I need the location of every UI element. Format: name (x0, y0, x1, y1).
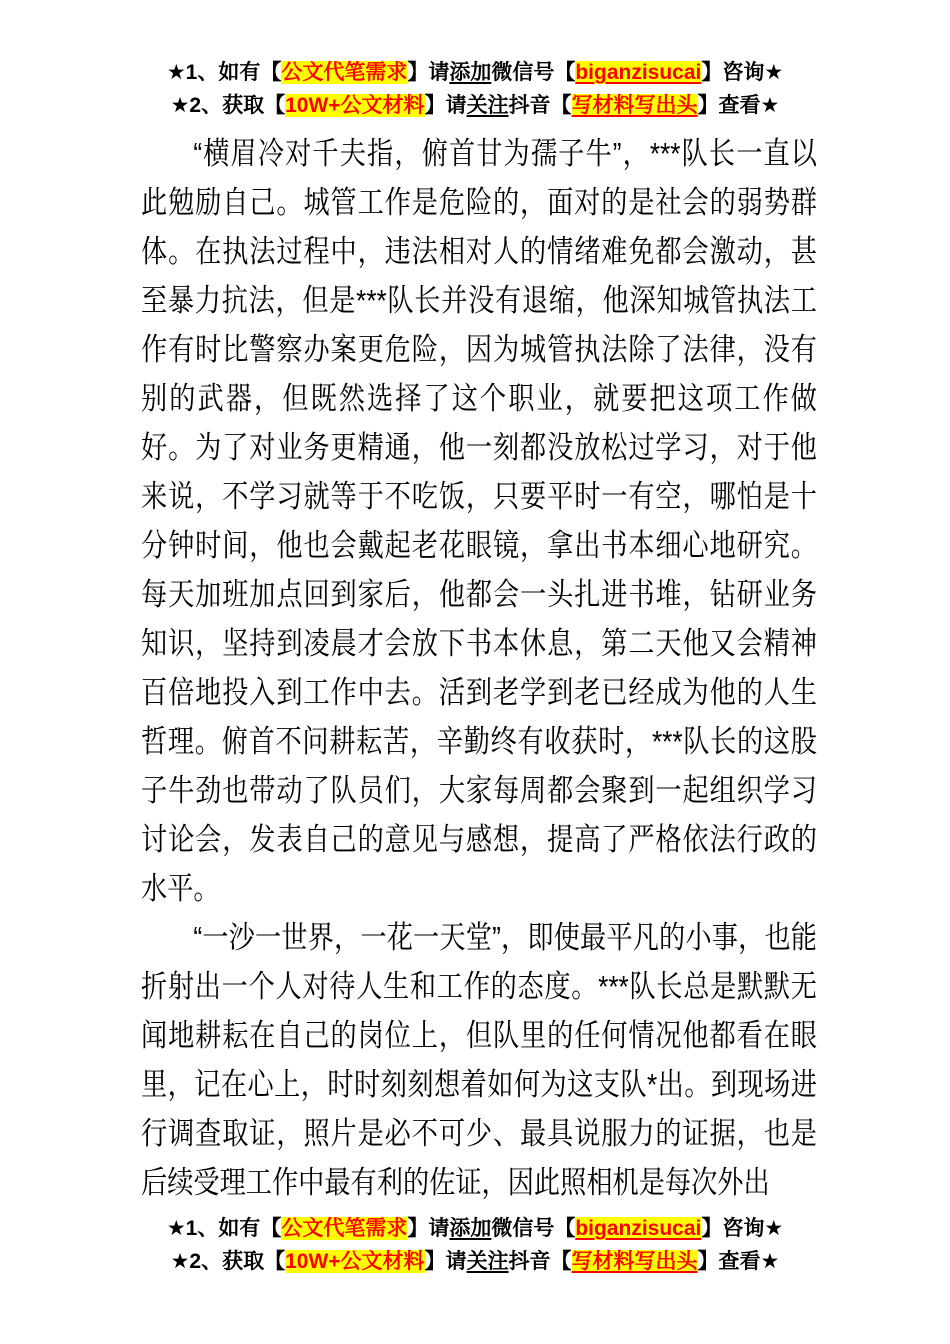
banner-line (0, 1212, 950, 1245)
banner-text: 微信号【 (491, 61, 576, 84)
banner-text: 】请 (424, 94, 467, 117)
banner-highlight-text: 10W+公文材料 (285, 1250, 425, 1273)
header-banner (0, 56, 950, 122)
banner-line (0, 56, 950, 89)
banner-text: ★2、获取【 (170, 94, 286, 117)
banner-text: 】咨询★ (701, 61, 784, 84)
banner-text: 微信号【 (491, 1217, 576, 1240)
banner-text: ★1、如有【 (166, 1217, 282, 1240)
banner-text: 】查看★ (697, 1250, 780, 1273)
banner-highlight-text: 10W+公文材料 (285, 94, 425, 117)
banner-text: 抖音【 (508, 1250, 572, 1273)
banner-line (0, 89, 950, 122)
banner-highlight-text: 写材料写出头 (571, 1250, 698, 1273)
banner-text: ★1、如有【 (166, 61, 282, 84)
banner-text: 添加 (449, 1217, 492, 1240)
footer-banner (0, 1212, 950, 1278)
banner-text: 关注 (466, 1250, 509, 1273)
banner-text: 】请 (407, 1217, 450, 1240)
document-body (141, 129, 817, 1207)
banner-line (0, 1245, 950, 1278)
banner-text: 抖音【 (508, 94, 572, 117)
banner-text: 】咨询★ (701, 1217, 784, 1240)
banner-highlight-text: 公文代笔需求 (281, 61, 408, 84)
banner-highlight-text: biganzisucai (575, 61, 702, 84)
banner-text: 】查看★ (697, 94, 780, 117)
banner-text: 】请 (424, 1250, 467, 1273)
body-paragraph-1: “横眉冷对千夫指，俯首甘为孺子牛”，***队长一直以此勉励自己。城管工作是危险的，面对的是社会的弱势群体。在执法过程中，违法相对人的情绪难免都会激动，甚至暴力抗法，但是***队长并没有退缩，他深知城管执法工作有时比警察办案更危险，因为城管执法除了法律，没有别的武器，但既然选择了这个职业，就要把这项工作做好。为了对业务更精通，他一刻都没放松过学习，对于他来说，不学习就等于不吃饭，只要平时一有空，哪怕是十分钟时间，他也会戴起老花眼镜，拿出书本细心地研究。每天加班加点回到家后，他都会一头扎进书堆，钻研业务知识，坚持到凌晨才会放下书本休息，第二天他又会精神百倍地投入到工作中去。活到老学到老已经成为他的人生哲理。俯首不问耕耘苦，辛勤终有收获时，***队长的这股子牛劲也带动了队员们，大家每周都会聚到一起组织学习讨论会，发表自己的意见与感想，提高了严格依法行政的水平。 (141, 136, 817, 906)
body-paragraph-2: “一沙一世界，一花一天堂”，即使最平凡的小事，也能折射出一个人对待人生和工作的态度。***队长总是默默无闻地耕耘在自己的岗位上，但队里的任何情况他都看在眼里，记在心上，时时刻刻想着如何为这支队*出。到现场进行调查取证，照片是必不可少、最具说服力的证据，也是后续受理工作中最有利的佐证，因此照相机是每次外出 (141, 920, 817, 1200)
banner-text: ★2、获取【 (170, 1250, 286, 1273)
banner-text: 添加 (449, 61, 492, 84)
banner-highlight-text: 公文代笔需求 (281, 1217, 408, 1240)
banner-highlight-text: biganzisucai (575, 1217, 702, 1240)
banner-text: 】请 (407, 61, 450, 84)
banner-text: 关注 (466, 94, 509, 117)
banner-highlight-text: 写材料写出头 (571, 94, 698, 117)
